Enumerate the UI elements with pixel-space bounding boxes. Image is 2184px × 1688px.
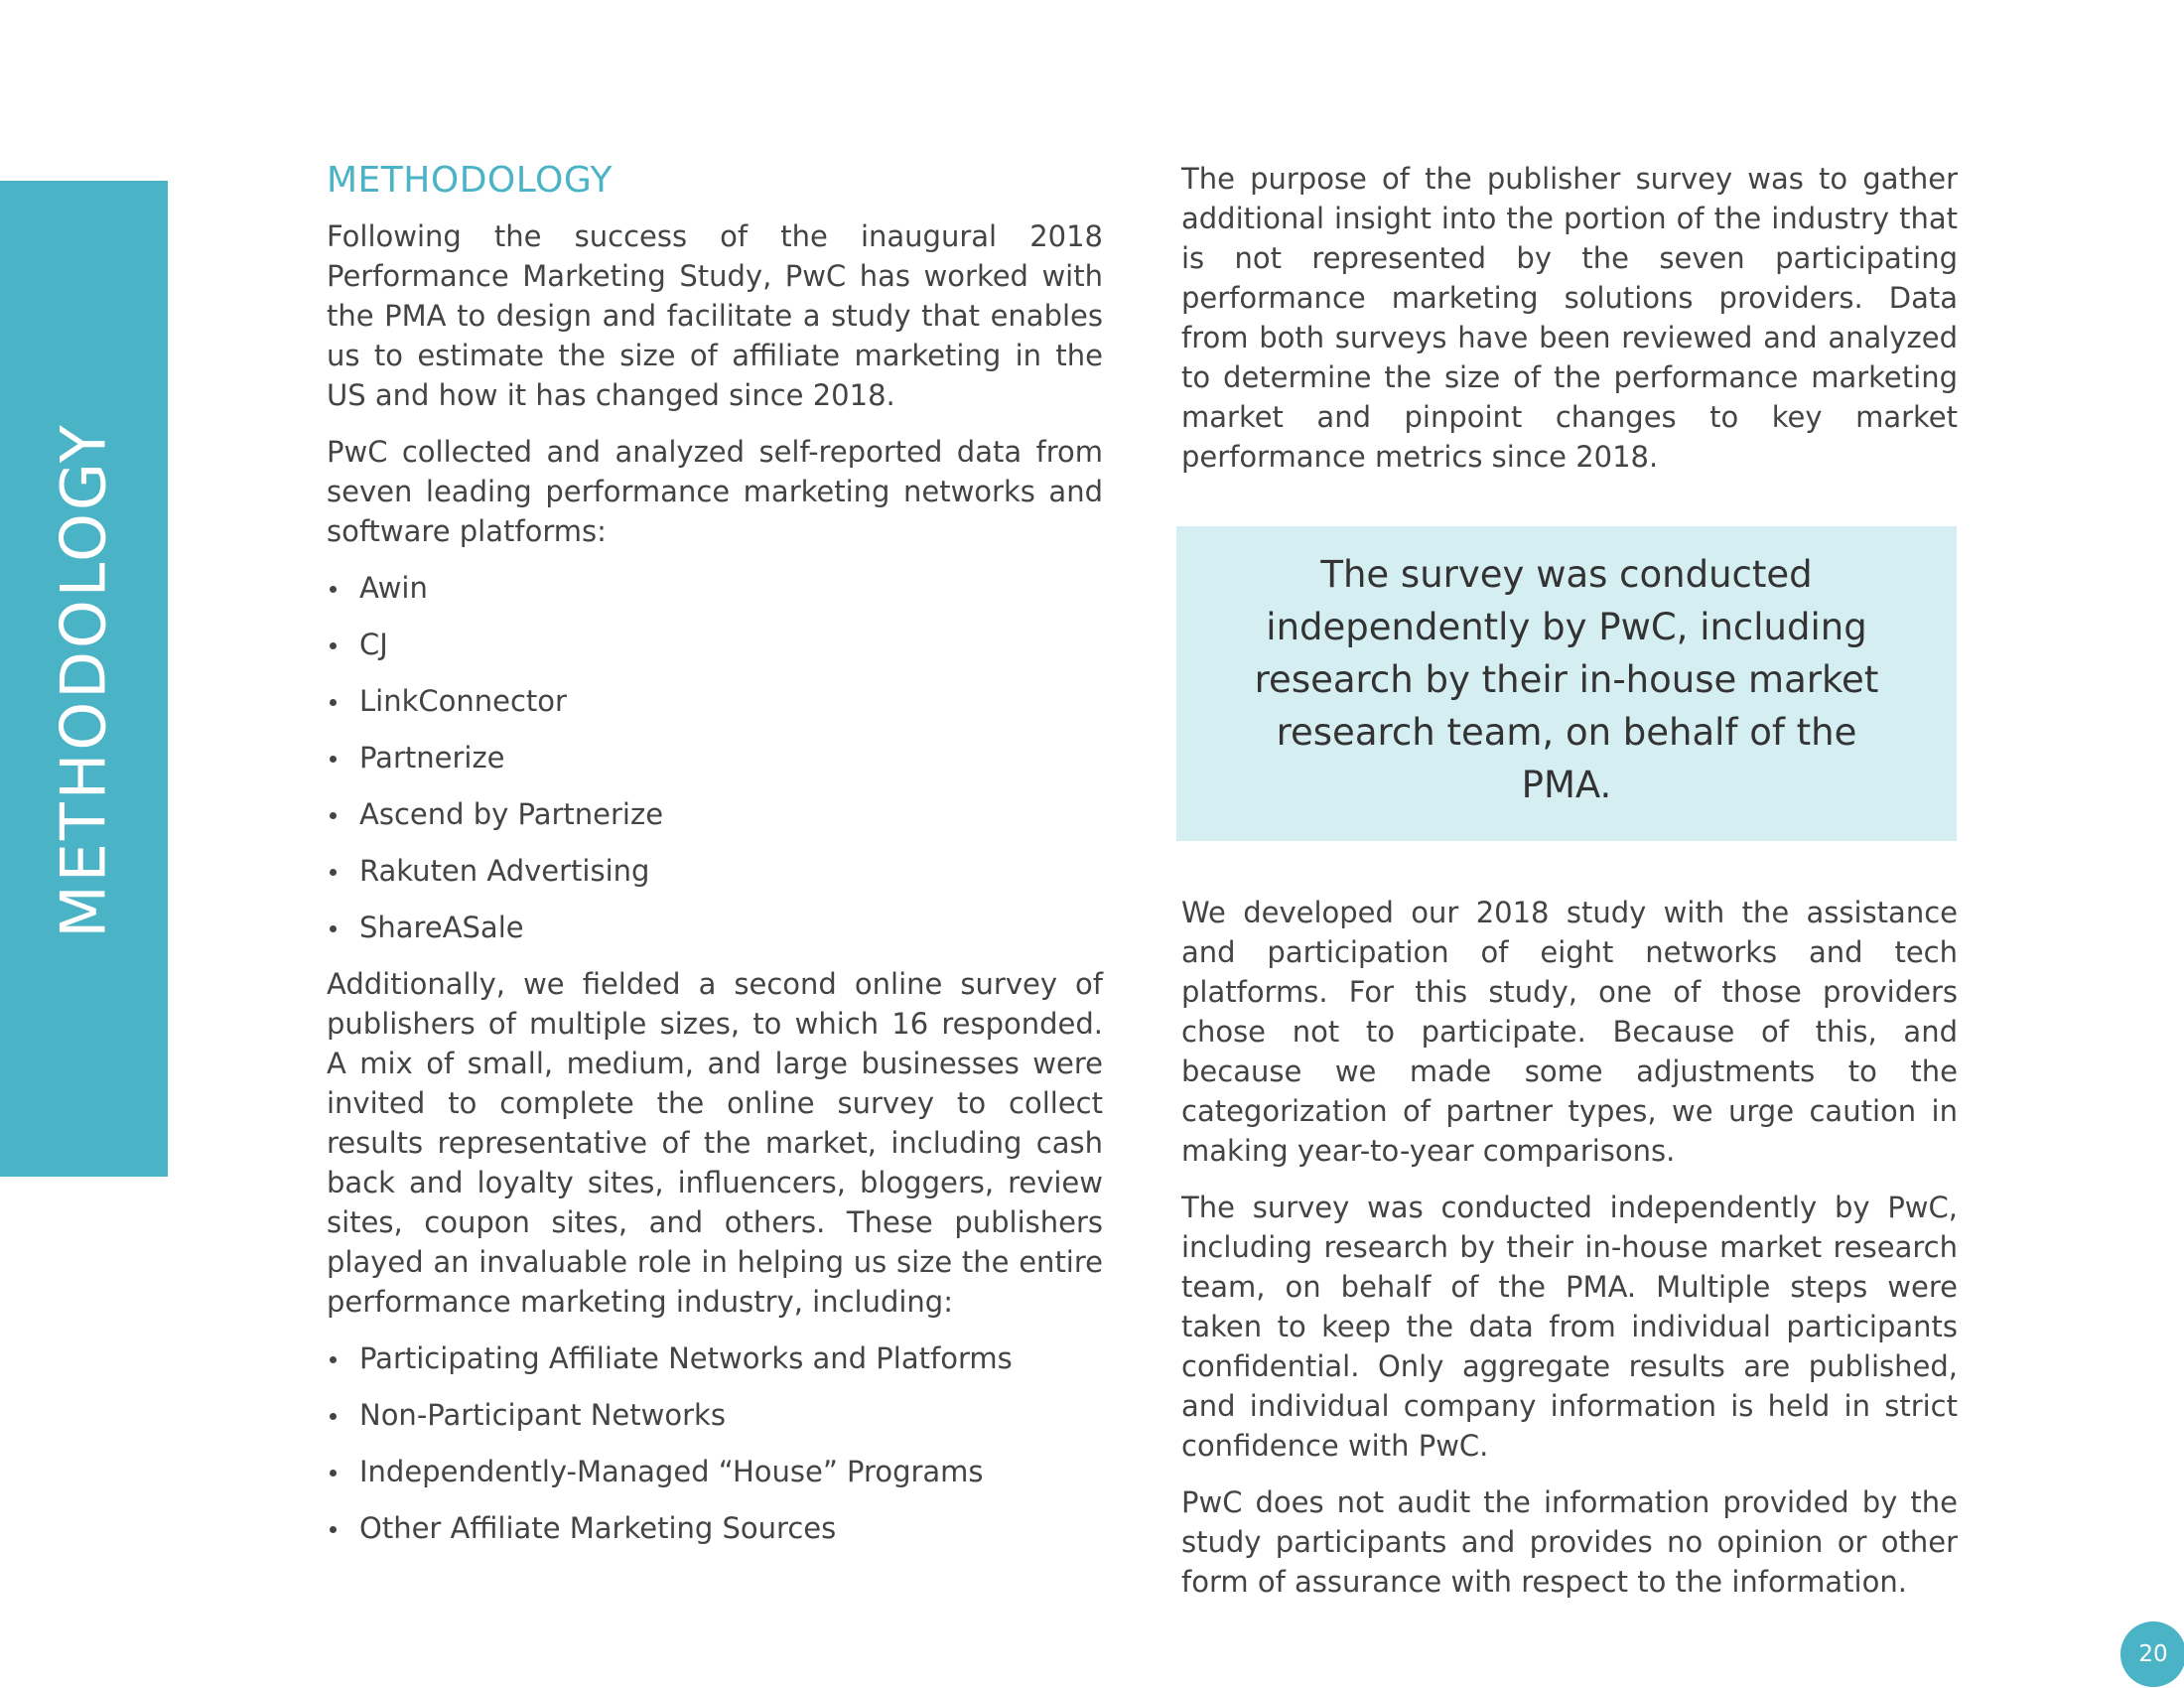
purpose-paragraph: The purpose of the publisher survey was to gather additional insight into the portion of the industry that is not represented by the seven participating performance marketing solutions providers. Data from both surveys have been reviewed and analyzed to determine the size of the performance marketing market and pinpoint changes to key market performance metrics since 2018. — [1181, 162, 1958, 474]
sources-list — [327, 1338, 1103, 1548]
list-item: Independently-Managed “House” Programs — [327, 1452, 1103, 1491]
publisher-survey-paragraph: Additionally, we fielded a second online survey of publishers of multiple sizes, to which 16 responded. A mix of small, medium, and large businesses were invited to complete the online survey to collect results representative of the market, including cash back and loyalty sites, influencers, bloggers, review sites, coupon sites, and others. These publishers played an invaluable role in helping us size the entire performance marketing industry, including: — [327, 967, 1103, 1319]
list-item: LinkConnector — [327, 681, 1103, 721]
list-item: Participating Affiliate Networks and Platforms — [327, 1338, 1103, 1378]
list-item: Awin — [327, 568, 1103, 608]
page-number-badge: 20 — [2120, 1621, 2184, 1687]
right-column — [1181, 159, 1958, 1618]
audit-disclaimer-paragraph: PwC does not audit the information provided by the study participants and provides no opinion or other form of assurance with respect to the information. — [1181, 1485, 1958, 1599]
left-column — [327, 159, 1103, 1565]
pull-quote-box — [1176, 526, 1957, 841]
confidentiality-paragraph: The survey was conducted independently by PwC, including research by their in-house market research team, on behalf of the PMA. Multiple steps were taken to keep the data from individual participants confidential. Only aggregate results are published, and individual company information is held in strict confidence with PwC. — [1181, 1191, 1958, 1463]
list-item: Other Affiliate Marketing Sources — [327, 1508, 1103, 1548]
section-heading: METHODOLOGY — [327, 160, 613, 201]
list-item: Ascend by Partnerize — [327, 794, 1103, 834]
data-collection-paragraph: PwC collected and analyzed self-reported data from seven leading performance marketing networks and software platforms: — [327, 435, 1103, 548]
list-item: Rakuten Advertising — [327, 851, 1103, 891]
pull-quote-text: The survey was conducted independently by PwC, including research by their in-house market research team, on behalf of the PMA. — [1254, 553, 1879, 806]
network-list — [327, 568, 1103, 947]
list-item: Non-Participant Networks — [327, 1395, 1103, 1435]
list-item: ShareASale — [327, 908, 1103, 947]
section-side-label: METHODOLOGY — [47, 422, 120, 938]
list-item: CJ — [327, 625, 1103, 664]
comparison-paragraph: We developed our 2018 study with the assistance and participation of eight networks and tech platforms. For this study, one of those providers chose not to participate. Because of this, and because we made some adjustments to the categorization of partner types, we urge caution in making year-to-year comparisons. — [1181, 896, 1958, 1168]
list-item: Partnerize — [327, 738, 1103, 777]
intro-paragraph: Following the success of the inaugural 2018 Performance Marketing Study, PwC has worked with the PMA to design and facilitate a study that enables us to estimate the size of affiliate marketing in the US and how it has changed since 2018. — [327, 219, 1103, 412]
